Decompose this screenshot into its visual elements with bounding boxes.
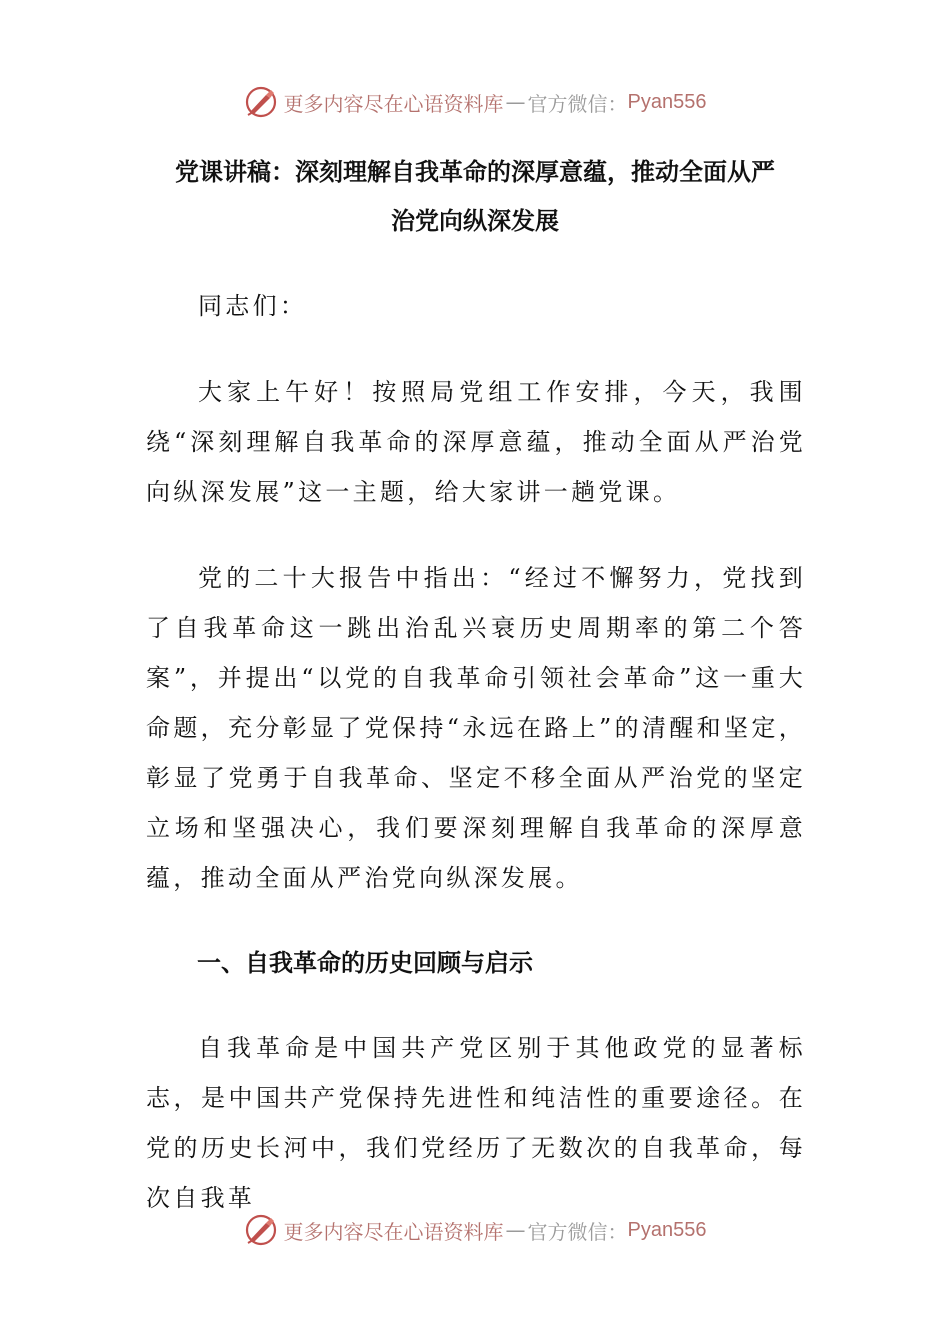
header-banner <box>0 82 950 122</box>
paragraph-intro: 大家上午好！按照局党组工作安排，今天，我围绕“深刻理解自我革命的深厚意蕴，推动全面从严治党向纵深发展”这一主题，给大家讲一趟党课。 <box>146 378 806 506</box>
document-title-line2: 治党向纵深发展 <box>391 207 559 235</box>
banner-wechat-id: Pyan556 <box>627 1218 707 1241</box>
banner-separator: — <box>505 90 526 114</box>
greeting: 同志们： <box>198 292 308 320</box>
banner-wechat-label: 官方微信： <box>527 1219 628 1244</box>
banner-wechat-label: 官方微信： <box>527 91 628 116</box>
banner-wechat-id: Pyan556 <box>627 90 707 113</box>
banner-text: 更多内容尽在心语资料库 <box>283 91 504 116</box>
section-heading: 一、自我革命的历史回顾与启示 <box>197 949 533 977</box>
document-title-line1: 党课讲稿：深刻理解自我革命的深厚意蕴，推动全面从严 <box>175 158 775 186</box>
pen-logo-icon <box>244 85 278 119</box>
paragraph-section-body: 自我革命是中国共产党区别于其他政党的显著标志，是中国共产党保持先进性和纯洁性的重要途径。在党的历史长河中，我们党经历了无数次的自我革命，每次自我革 <box>146 1034 806 1212</box>
pen-logo-icon <box>244 1213 278 1247</box>
banner-separator: — <box>505 1218 526 1242</box>
footer-banner <box>0 1210 950 1250</box>
banner-text: 更多内容尽在心语资料库 <box>283 1219 504 1244</box>
paragraph-report: 党的二十大报告中指出：“经过不懈努力，党找到了自我革命这一跳出治乱兴衰历史周期率的第二个答案”，并提出“以党的自我革命引领社会革命”这一重大命题，充分彰显了党保持“永远在路上”的清醒和坚定，彰显了党勇于自我革命、坚定不移全面从严治党的坚定立场和坚强决心，我们要深刻理解自我革命的深厚意蕴，推动全面从严治党向纵深发展。 <box>146 564 806 892</box>
